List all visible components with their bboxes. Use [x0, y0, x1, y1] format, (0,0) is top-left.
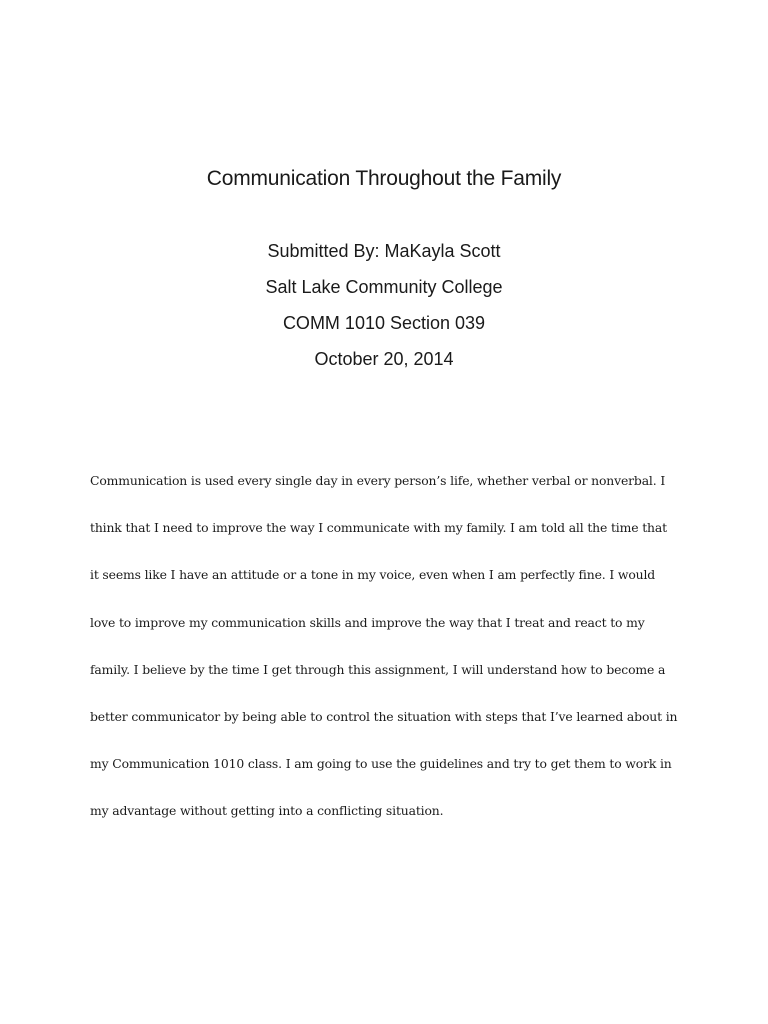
- body-line: my Communication 1010 class. I am going to use the guidelines and try to get them to work in: [90, 756, 672, 772]
- course-section: COMM 1010 Section 039: [282, 313, 486, 333]
- document-meta: [0, 236, 768, 380]
- body-line: better communicator by being able to control the situation with steps that I’ve learned about in: [90, 708, 678, 724]
- submitted-by: Submitted By: MaKayla Scott: [267, 241, 501, 261]
- document-title: Communication Throughout the Family: [206, 167, 562, 190]
- body-paragraph: [90, 464, 690, 842]
- submission-date: October 20, 2014: [314, 349, 454, 369]
- body-line: it seems like I have an attitude or a tone in my voice, even when I am perfectly fine. I would: [90, 567, 656, 583]
- body-line: Communication is used every single day in every person’s life, whether verbal or nonverbal. I: [90, 473, 666, 488]
- body-line: think that I need to improve the way I communicate with my family. I am told all the time that: [90, 520, 667, 536]
- institution: Salt Lake Community College: [265, 277, 503, 297]
- body-line: love to improve my communication skills and improve the way that I treat and react to my: [90, 614, 645, 630]
- body-line: my advantage without getting into a conflicting situation.: [90, 803, 444, 819]
- body-line: family. I believe by the time I get through this assignment, I will understand how to become a: [90, 661, 666, 677]
